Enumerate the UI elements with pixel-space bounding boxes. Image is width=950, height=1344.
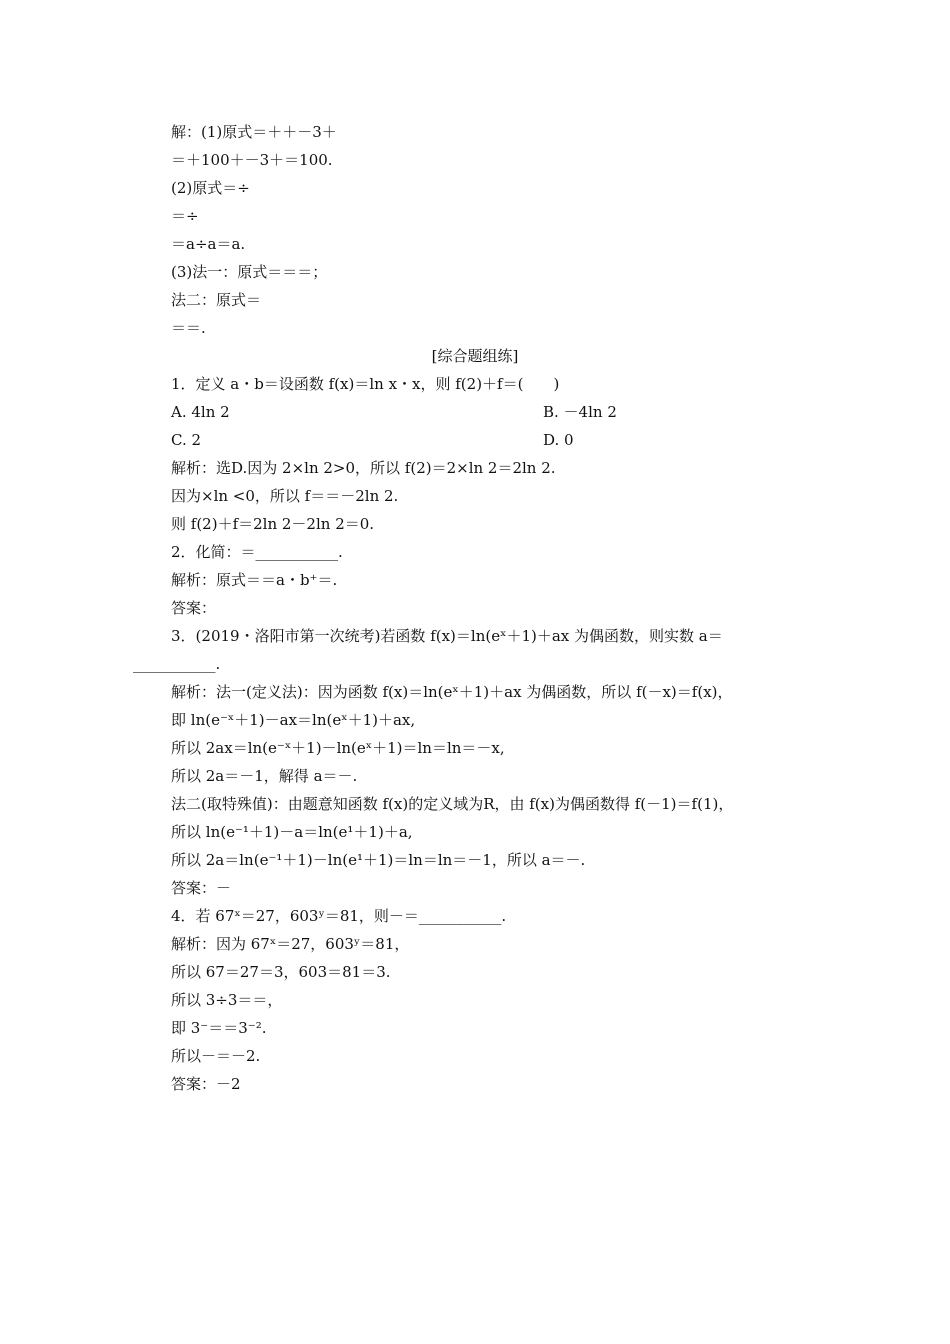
solution-line-1: 解：(1)原式＝＋＋－3＋	[171, 123, 337, 141]
option-c: C. 2	[171, 431, 202, 449]
analysis-3-line-2: 即 ln(e⁻ˣ＋1)－ax＝ln(eˣ＋1)＋ax,	[171, 711, 416, 729]
analysis-3-line-1: 解析：法一(定义法)：因为函数 f(x)＝ln(eˣ＋1)＋ax 为偶函数，所以 f(－x)＝f(x)，	[171, 683, 733, 701]
analysis-4-line-4: 即 3⁻＝＝3⁻².	[171, 1019, 267, 1037]
analysis-1-line-2: 因为×ln <0，所以 f＝＝－2ln 2.	[171, 487, 399, 505]
question-3: 3．(2019・洛阳市第一次统考)若函数 f(x)＝ln(eˣ＋1)＋ax 为偶函数，则实数 a＝	[171, 627, 723, 645]
answer-2: 答案：	[171, 599, 217, 617]
analysis-4-line-2: 所以 67＝27＝3，603＝81＝3.	[171, 963, 391, 981]
analysis-4-line-3: 所以 3÷3＝＝，	[171, 991, 283, 1009]
solution-line-6: (3)法一：原式＝＝＝；	[171, 263, 328, 281]
question-1: 1．定义 a・b＝设函数 f(x)＝ln x・x，则 f(2)＋f＝( )	[171, 375, 560, 393]
analysis-3-line-3: 所以 2ax＝ln(e⁻ˣ＋1)－ln(eˣ＋1)＝ln＝ln＝－x,	[171, 739, 505, 757]
answer-3: 答案：－	[171, 879, 232, 897]
analysis-3-line-7: 所以 2a＝ln(e⁻¹＋1)－ln(e¹＋1)＝ln＝ln＝－1，所以 a＝－.	[171, 851, 586, 869]
question-2: 2．化简：＝___________.	[171, 543, 343, 561]
solution-line-4: ＝÷	[171, 207, 199, 225]
question-3-blank: ___________.	[133, 655, 221, 673]
solution-line-3: (2)原式＝÷	[171, 179, 250, 197]
analysis-4-line-1: 解析：因为 67ˣ＝27，603ʸ＝81，	[171, 935, 410, 953]
solution-line-5: ＝a÷a＝a.	[171, 235, 246, 253]
analysis-1-line-3: 则 f(2)＋f＝2ln 2－2ln 2＝0.	[171, 515, 375, 533]
solution-line-7: 法二：原式＝	[171, 291, 262, 309]
option-a: A. 4ln 2	[171, 403, 230, 421]
solution-line-2: ＝＋100＋－3＋＝100.	[171, 151, 333, 169]
analysis-2: 解析：原式＝＝a・b⁺＝.	[171, 571, 338, 589]
question-4: 4．若 67ˣ＝27，603ʸ＝81，则－＝___________.	[171, 907, 507, 925]
analysis-3-line-4: 所以 2a＝－1，解得 a＝－.	[171, 767, 358, 785]
analysis-4-line-5: 所以－＝－2.	[171, 1047, 261, 1065]
solution-line-8: ＝＝.	[171, 319, 206, 337]
section-heading: [综合题组练]	[431, 347, 519, 365]
analysis-3-line-5: 法二(取特殊值)：由题意知函数 f(x)的定义域为R，由 f(x)为偶函数得 f(－1)＝f(1)，	[171, 795, 734, 813]
answer-4: 答案：－2	[171, 1075, 241, 1093]
option-b: B. －4ln 2	[543, 403, 617, 421]
option-d: D. 0	[543, 431, 574, 449]
analysis-1-line-1: 解析：选D.因为 2×ln 2>0，所以 f(2)＝2×ln 2＝2ln 2.	[171, 459, 556, 477]
analysis-3-line-6: 所以 ln(e⁻¹＋1)－a＝ln(e¹＋1)＋a,	[171, 823, 413, 841]
